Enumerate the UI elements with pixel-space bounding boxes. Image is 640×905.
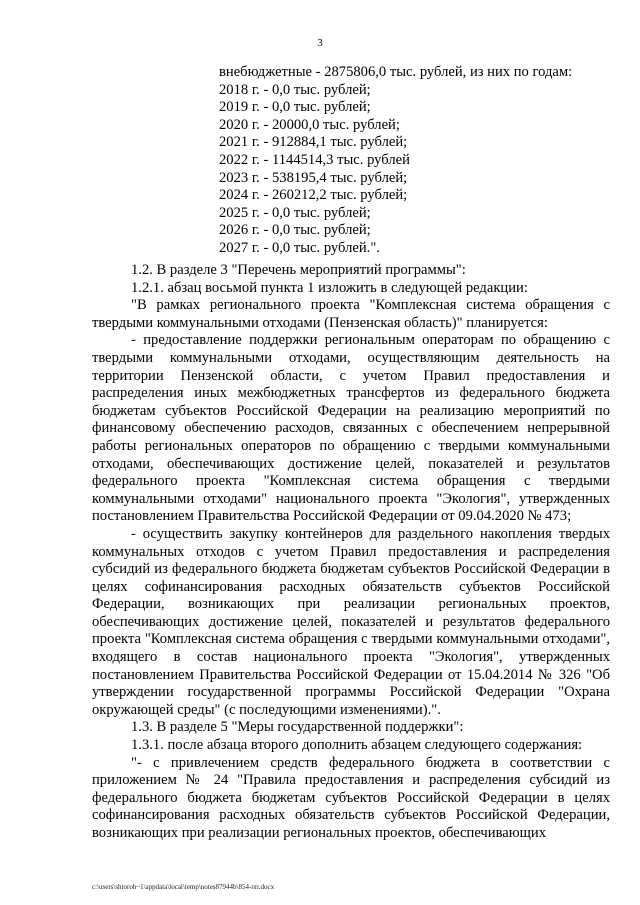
section-heading: 1.2. В разделе 3 "Перечень мероприятий программы":: [131, 262, 466, 278]
funding-year: 2018 г. - 0,0 тыс. рублей;: [219, 81, 371, 98]
paragraph: - предоставление поддержки региональным операторам по обращению с твердыми коммунальными отходами, осуществляющим деятельность на территории Пензенской области, с учетом Правил предоставления и распределения иных межбюджетных трансфертов из федерального бюджета бюджетам субъектов Российской Федерации на реализацию мероприятий по финансовому обеспечению расходов, связанных с обеспечением непрерывной работы региональных операторов по обращению с твердыми коммунальными отходами, обеспечивающих достижение целей, показателей и результатов федерального проекта "Комплексная система обращения с твердыми коммунальными отходами" национального проекта "Экология", утвержденных постановлением Правительства Российской Федерации от 09.04.2020 № 473;: [92, 332, 610, 525]
paragraph: 1.2.1. абзац восьмой пункта 1 изложить в следующей редакции:: [131, 279, 528, 296]
funding-year: 2023 г. - 538195,4 тыс. рублей;: [219, 169, 408, 186]
funding-year: 2019 г. - 0,0 тыс. рублей;: [219, 99, 371, 116]
funding-year: 2020 г. - 20000,0 тыс. рублей;: [219, 116, 400, 133]
page-number: 3: [317, 37, 323, 49]
funding-year: 2024 г. - 260212,2 тыс. рублей;: [219, 187, 408, 204]
section-heading: 1.3. В разделе 5 "Меры государственной поддержки":: [131, 719, 464, 736]
file-path-footer: c:\users\shtoroh~1\appdata\local\temp\notes87944b\854-пп.docx: [92, 883, 275, 891]
paragraph: - осуществить закупку контейнеров для раздельного накопления твердых коммунальных отходов с учетом Правил предоставления и распределения субсидий из федерального бюджета бюджетам субъектов Российской Федерации в целях софинансирования расходных обязательств субъектов Российской Федерации, возникающих при реализации региональных проектов, обеспечивающих достижение целей, показателей и результатов федерального проекта "Комплексная система обращения с твердыми коммунальными отходами", входящего в состав национального проекта "Экология", утвержденных постановлением Правительства Российской Федерации от 15.04.2014 № 326 "Об утверждении государственной программы Российской Федерации "Охрана окружающей среды" (с последующими изменениями).".: [92, 525, 610, 718]
funding-year: 2025 г. - 0,0 тыс. рублей;: [219, 204, 371, 221]
paragraph: "- с привлечением средств федерального бюджета в соответствии с приложением № 24 "Правила предоставления и распределения субсидий из федерального бюджета бюджетам субъектов Российской Федерации в целях софинансирования расходных обязательств субъектов Российской Федерации, возникающих при реализации региональных проектов, обеспечивающих: [92, 754, 610, 841]
funding-block: [219, 64, 572, 258]
funding-year: 2026 г. - 0,0 тыс. рублей;: [219, 222, 371, 239]
funding-year: 2021 г. - 912884,1 тыс. рублей;: [219, 134, 408, 151]
funding-header: внебюджетные - 2875806,0 тыс. рублей, из них по годам:: [219, 64, 573, 80]
funding-year: 2022 г. - 1144514,3 тыс. рублей: [219, 151, 410, 168]
paragraph: 1.3.1. после абзаца второго дополнить абзацем следующего содержания:: [131, 737, 583, 754]
body-text: [92, 262, 610, 843]
funding-year: 2027 г. - 0,0 тыс. рублей.".: [219, 239, 380, 256]
paragraph: "В рамках регионального проекта "Комплексная система обращения с твердыми коммунальными отходами (Пензенская область)" планируется:: [92, 297, 610, 331]
